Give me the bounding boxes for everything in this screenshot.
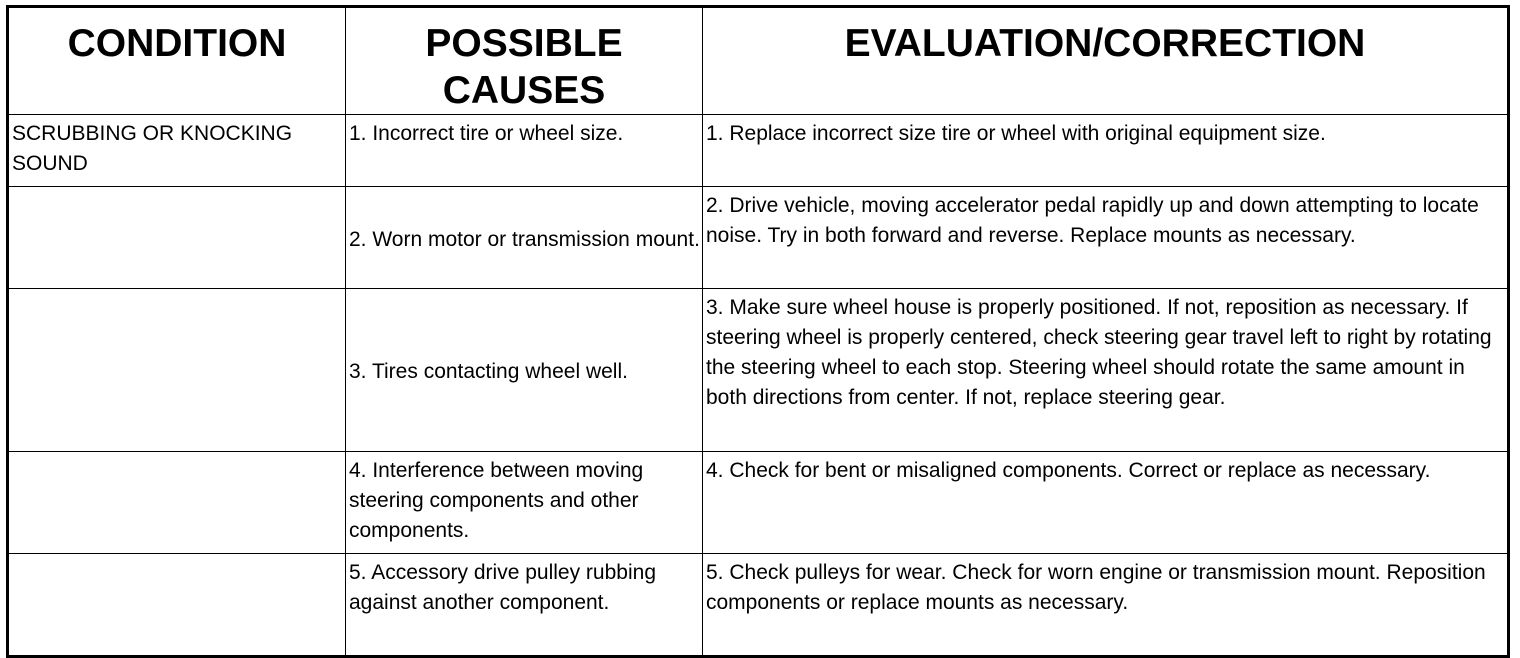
header-condition: CONDITION (8, 7, 346, 115)
table-row (8, 187, 1509, 289)
header-possible-causes: POSSIBLE CAUSES (346, 7, 703, 115)
table-row (8, 289, 1509, 452)
cause-cell: 3. Tires contacting wheel well. (346, 289, 703, 452)
table-row (8, 452, 1509, 554)
correction-cell: 2. Drive vehicle, moving accelerator pedal rapidly up and down attempting to locate noise. Try in both forward and reverse. Replace mounts as necessary. (703, 187, 1509, 289)
header-row (8, 7, 1509, 115)
condition-cell (8, 554, 346, 657)
cause-cell: 4. Interference between moving steering components and other components. (346, 452, 703, 554)
correction-cell: 1. Replace incorrect size tire or wheel with original equipment size. (703, 115, 1509, 187)
correction-cell: 5. Check pulleys for wear. Check for worn engine or transmission mount. Reposition components or replace mounts as necessary. (703, 554, 1509, 657)
table-body (8, 115, 1509, 657)
cause-cell: 5. Accessory drive pulley rubbing against another component. (346, 554, 703, 657)
cause-cell: 2. Worn motor or transmission mount. (346, 187, 703, 289)
diagnosis-table (6, 5, 1510, 658)
condition-cell (8, 289, 346, 452)
cause-cell: 1. Incorrect tire or wheel size. (346, 115, 703, 187)
condition-cell: SCRUBBING OR KNOCKING SOUND (8, 115, 346, 187)
table-row (8, 115, 1509, 187)
correction-cell: 3. Make sure wheel house is properly positioned. If not, reposition as necessary. If steering wheel is properly centered, check steering gear travel left to right by rotating the steering wheel to each stop. Steering wheel should rotate the same amount in both directions from center. If not, replace steering gear. (703, 289, 1509, 452)
condition-cell (8, 452, 346, 554)
correction-cell: 4. Check for bent or misaligned components. Correct or replace as necessary. (703, 452, 1509, 554)
header-evaluation-correction: EVALUATION/CORRECTION (703, 7, 1509, 115)
condition-cell (8, 187, 346, 289)
table-header (8, 7, 1509, 115)
table-row (8, 554, 1509, 657)
